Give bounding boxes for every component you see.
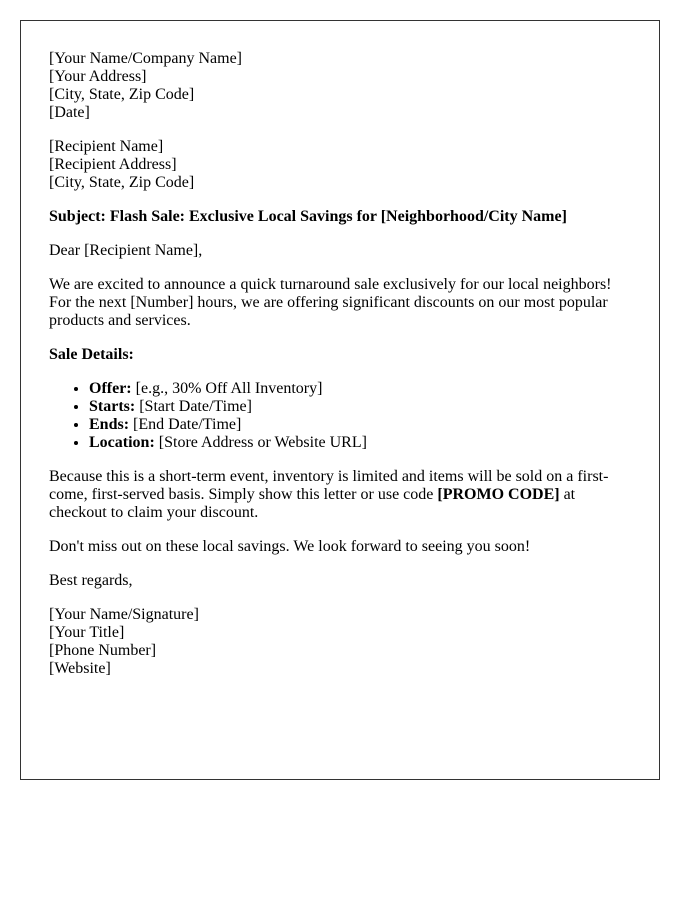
sale-details-list xyxy=(49,380,629,452)
signature-block xyxy=(49,606,629,678)
starts-label: Starts: xyxy=(89,398,136,415)
location-label: Location: xyxy=(89,434,155,451)
salutation: Dear [Recipient Name], xyxy=(49,242,203,259)
list-item-offer xyxy=(89,380,629,398)
ends-value: [End Date/Time] xyxy=(129,416,242,433)
letter-content xyxy=(49,50,629,678)
sender-name: [Your Name/Company Name] xyxy=(49,50,243,67)
offer-value: [e.g., 30% Off All Inventory] xyxy=(131,380,323,397)
list-item-starts xyxy=(89,398,629,416)
closing-paragraph: Don't miss out on these local savings. We look forward to seeing you soon! xyxy=(49,538,531,555)
signature-title: [Your Title] xyxy=(49,624,125,641)
signature-phone: [Phone Number] xyxy=(49,642,157,659)
recipient-name: [Recipient Name] xyxy=(49,138,164,155)
signature-website: [Website] xyxy=(49,660,111,677)
list-item-location xyxy=(89,434,629,452)
body-text-after-code: at checkout to claim your discount. xyxy=(49,486,576,521)
letter-subject: Subject: Flash Sale: Exclusive Local Savings for [Neighborhood/City Name] xyxy=(49,208,567,225)
recipient-city-state-zip: [City, State, Zip Code] xyxy=(49,174,195,191)
sale-details-heading: Sale Details: xyxy=(49,346,134,363)
letter-page xyxy=(20,20,660,780)
offer-label: Offer: xyxy=(89,380,132,397)
ends-label: Ends: xyxy=(89,416,130,433)
list-item-ends xyxy=(89,416,629,434)
sender-address-block xyxy=(49,50,629,122)
sender-address: [Your Address] xyxy=(49,68,147,85)
recipient-address: [Recipient Address] xyxy=(49,156,177,173)
signoff: Best regards, xyxy=(49,572,133,589)
signature-name: [Your Name/Signature] xyxy=(49,606,199,623)
recipient-address-block xyxy=(49,138,629,192)
intro-paragraph: We are excited to announce a quick turnaround sale exclusively for our local neighbors! For the next [Number] hours, we are offering significant discounts on our most popular products and services. xyxy=(49,276,612,329)
sender-city-state-zip: [City, State, Zip Code] xyxy=(49,86,195,103)
promo-code: [PROMO CODE] xyxy=(437,486,560,503)
starts-value: [Start Date/Time] xyxy=(135,398,252,415)
location-value: [Store Address or Website URL] xyxy=(154,434,367,451)
letter-date: [Date] xyxy=(49,104,90,121)
body-text-before-code: Because this is a short-term event, inventory is limited and items will be sold on a first-come, first-served basis. Simply show this letter or use code xyxy=(49,468,609,503)
body-paragraph xyxy=(49,468,629,522)
